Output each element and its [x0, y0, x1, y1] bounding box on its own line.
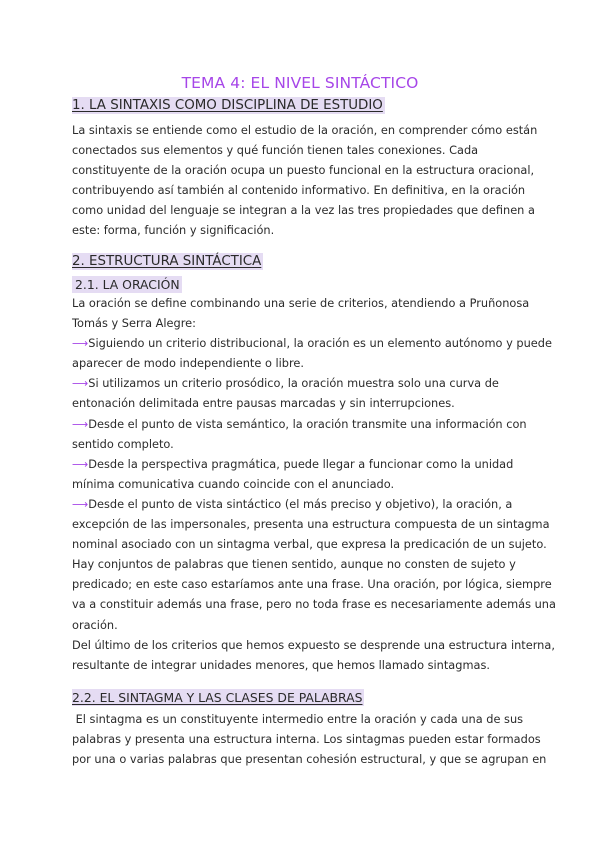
criterion-item — [72, 454, 532, 474]
criterion-continuation: va a constituir además una frase, pero no toda frase es necesariamente además una — [72, 597, 556, 612]
subsection-2-2-body — [72, 709, 547, 769]
arrow-icon: ⟶ — [72, 376, 89, 391]
criterion-continuation: Hay conjuntos de palabras que tienen sentido, aunque no consten de sujeto y — [72, 557, 516, 572]
criterion-text: Desde la perspectiva pragmática, puede llegar a funcionar como la unidad — [88, 456, 514, 471]
paragraph-line: La sintaxis se entiende como el estudio de la oración, en comprender cómo están — [72, 123, 538, 137]
paragraph-line: conectados sus elementos y qué función tienen tales conexiones. Cada — [72, 143, 479, 158]
arrow-icon: ⟶ — [72, 416, 89, 431]
criterion-continuation: excepción de las impersonales, presenta una estructura compuesta de un sintagma — [72, 517, 550, 532]
section-1-paragraph — [72, 120, 538, 241]
section-1-heading: 1. LA SINTAXIS COMO DISCIPLINA DE ESTUDIO — [72, 98, 383, 113]
criterion-item — [72, 494, 532, 514]
paragraph-line: por una o varias palabras que presentan cohesión estructural, y que se agrupan en — [72, 752, 547, 767]
subsection-2-1-heading — [72, 276, 182, 293]
criterion-continuation: aparecer de modo independiente o libre. — [72, 356, 304, 371]
subsection-2-1-heading-text: 2.1. LA ORACIÓN — [75, 277, 180, 292]
criterion-continuation: entonación delimitada entre pausas marcadas y sin interrupciones. — [72, 396, 455, 411]
document-title-text: TEMA 4: EL NIVEL SINTÁCTICO — [181, 74, 419, 92]
document-title — [0, 74, 600, 92]
closing-line: resultante de integrar unidades menores, que hemos llamado sintagmas. — [72, 657, 490, 672]
criterion-text: Siguiendo un criterio distribucional, la oración es un elemento autónomo y puede — [88, 336, 552, 351]
section-2-heading: 2. ESTRUCTURA SINTÁCTICA — [72, 254, 262, 269]
criterion-text: Desde el punto de vista semántico, la oración transmite una información con — [88, 416, 527, 431]
criterion-item — [72, 414, 532, 434]
criterion-text: Desde el punto de vista sintáctico (el más preciso y objetivo), la oración, a — [88, 496, 513, 511]
paragraph-line: palabras y presenta una estructura interna. Los sintagmas pueden estar formados — [72, 732, 541, 747]
intro-line: Tomás y Serra Alegre: — [72, 316, 196, 331]
paragraph-line: El sintagma es un constituyente intermedio entre la oración y cada una de sus — [72, 712, 524, 726]
closing-line: Del último de los criterios que hemos expuesto se desprende una estructura interna, — [72, 637, 555, 652]
criterion-continuation: mínima comunicativa cuando coincide con el anunciado. — [72, 476, 395, 491]
paragraph-line: como unidad del lenguaje se integran a la vez las tres propiedades que definen a — [72, 203, 535, 218]
arrow-icon: ⟶ — [72, 496, 89, 511]
subsection-2-2-heading: 2.2. EL SINTAGMA Y LAS CLASES DE PALABRAS — [72, 690, 363, 705]
paragraph-line: contribuyendo así también al contenido informativo. En definitiva, en la oración — [72, 183, 526, 198]
arrow-icon: ⟶ — [72, 336, 89, 351]
criterion-text: Si utilizamos un criterio prosódico, la oración muestra solo una curva de — [88, 376, 499, 391]
criterion-continuation: oración. — [72, 617, 118, 632]
criterion-continuation: sentido completo. — [72, 436, 174, 451]
arrow-icon: ⟶ — [72, 456, 89, 471]
criterion-continuation: predicado; en este caso estaríamos ante una frase. Una oración, por lógica, siempre — [72, 577, 552, 592]
subsection-2-1-body — [72, 293, 556, 675]
criterion-continuation: nominal asociado con un sintagma verbal, que expresa la predicación de un sujeto. — [72, 537, 547, 552]
criterion-item — [72, 333, 552, 353]
paragraph-line: este: forma, función y significación. — [72, 223, 275, 238]
intro-line: La oración se define combinando una serie de criterios, atendiendo a Pruñonosa — [72, 296, 530, 310]
paragraph-line: constituyente de la oración ocupa un puesto funcional en la estructura oracional, — [72, 163, 535, 178]
criterion-item — [72, 373, 532, 393]
